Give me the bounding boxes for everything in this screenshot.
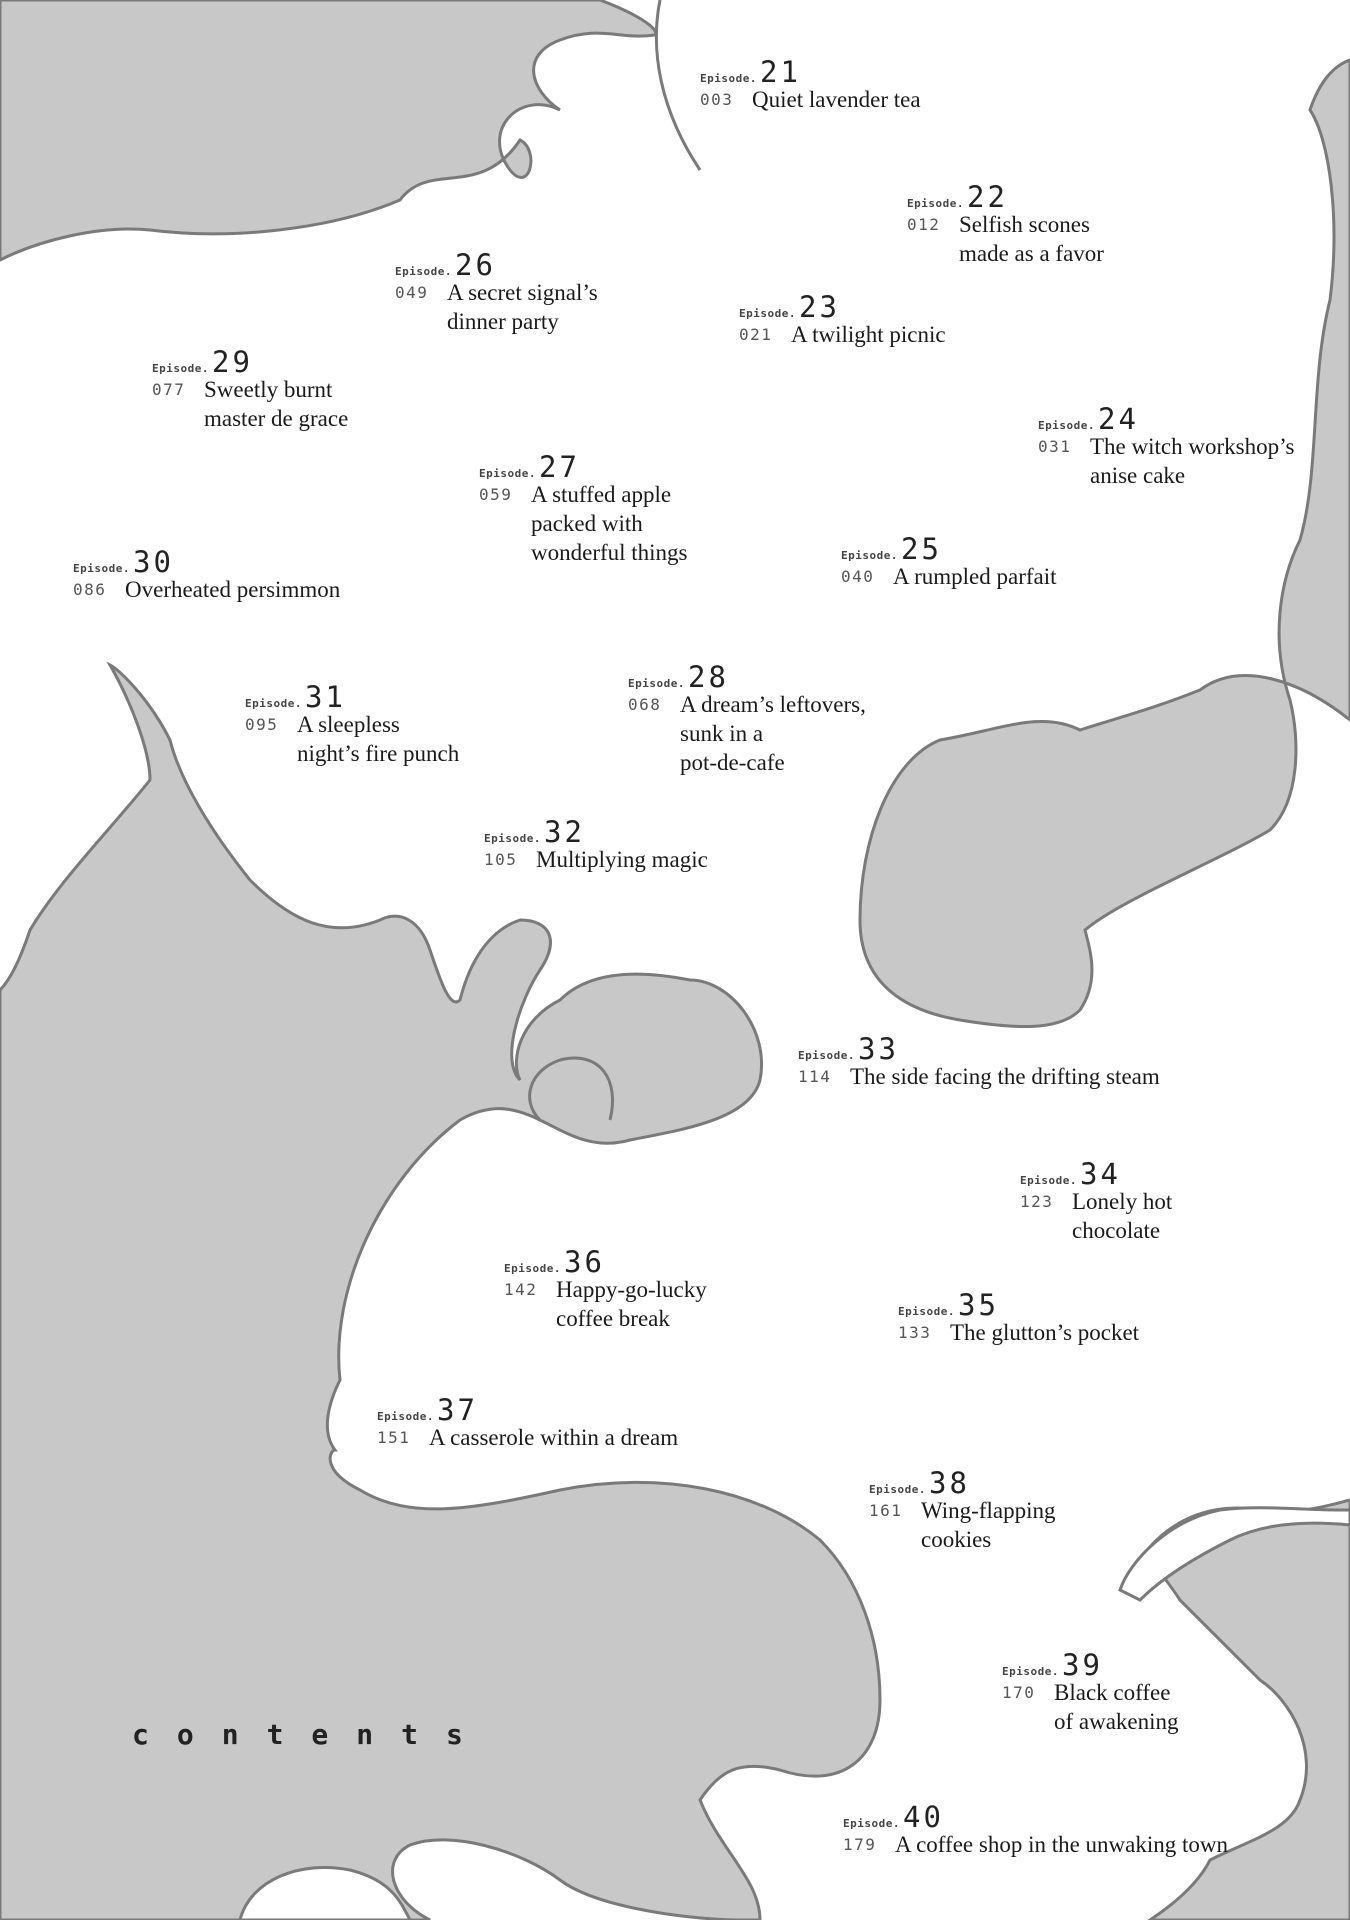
episode-word: Episode. [1038, 419, 1095, 432]
episode-entry-35[interactable] [898, 1288, 1139, 1347]
episode-word: Episode. [898, 1305, 955, 1318]
episode-number: 21 [759, 55, 801, 89]
episode-number: 28 [687, 660, 729, 694]
episode-page-number: 003 [700, 90, 734, 109]
episode-title: Multiplying magic [536, 847, 708, 872]
episode-word: Episode. [395, 265, 452, 278]
episode-entry-39[interactable] [1002, 1648, 1179, 1736]
episode-page-number: 114 [798, 1067, 832, 1086]
episode-page-number: 059 [479, 485, 513, 504]
episode-page-number: 161 [869, 1501, 903, 1520]
episode-word: Episode. [377, 1410, 434, 1423]
episode-word: Episode. [1020, 1174, 1077, 1187]
episode-number: 25 [900, 532, 942, 566]
episode-entry-36[interactable] [504, 1245, 707, 1333]
episode-entry-38[interactable] [869, 1466, 1056, 1554]
episode-number: 24 [1097, 402, 1139, 436]
episode-number: 35 [957, 1288, 999, 1322]
episode-page-number: 049 [395, 283, 429, 302]
episode-page-number: 142 [504, 1280, 538, 1299]
episode-page-number: 012 [907, 215, 941, 234]
episode-title: Happy-go-lucky coffee break [556, 1277, 707, 1331]
episode-word: Episode. [484, 832, 541, 845]
episode-entry-29[interactable] [152, 345, 348, 433]
episode-number: 36 [563, 1245, 605, 1279]
episode-word: Episode. [73, 562, 130, 575]
episode-page-number: 133 [898, 1323, 932, 1342]
episode-title: A rumpled parfait [893, 564, 1057, 589]
episode-entry-23[interactable] [739, 290, 946, 349]
episode-number: 27 [538, 450, 580, 484]
episode-page-number: 068 [628, 695, 662, 714]
episode-entry-27[interactable] [479, 450, 688, 567]
episode-entry-33[interactable] [798, 1032, 1160, 1091]
episode-title: A sleepless night’s fire punch [297, 712, 460, 766]
episode-word: Episode. [700, 72, 757, 85]
episode-number: 29 [211, 345, 253, 379]
top-left-cloud-shape [0, 0, 656, 260]
episode-word: Episode. [869, 1483, 926, 1496]
episode-title: A coffee shop in the unwaking town [895, 1832, 1229, 1857]
episode-page-number: 151 [377, 1428, 411, 1447]
episode-entry-34[interactable] [1020, 1157, 1172, 1245]
episode-title: The glutton’s pocket [950, 1320, 1140, 1345]
top-curl-line-shape [656, 0, 700, 170]
episode-page-number: 179 [843, 1835, 877, 1854]
episode-title: Quiet lavender tea [752, 87, 921, 112]
episode-page-number: 095 [245, 715, 279, 734]
episode-number: 39 [1061, 1648, 1103, 1682]
episode-number: 32 [543, 815, 585, 849]
episode-entry-30[interactable] [73, 545, 340, 604]
episode-title: A dream’s leftovers, sunk in a pot-de-cafe [680, 692, 866, 775]
episode-number: 37 [436, 1393, 478, 1427]
episode-entry-24[interactable] [1038, 402, 1294, 490]
episode-title: Overheated persimmon [125, 577, 341, 602]
episode-entry-37[interactable] [377, 1393, 678, 1452]
episode-word: Episode. [798, 1049, 855, 1062]
episode-word: Episode. [739, 307, 796, 320]
episode-number: 31 [304, 680, 346, 714]
episode-title: Selfish scones made as a favor [959, 212, 1104, 266]
episode-title: The side facing the drifting steam [850, 1064, 1160, 1089]
episode-page-number: 123 [1020, 1192, 1054, 1211]
episode-word: Episode. [152, 362, 209, 375]
episode-title: A twilight picnic [791, 322, 946, 347]
episode-page-number: 021 [739, 325, 773, 344]
episode-entry-28[interactable] [628, 660, 866, 777]
episode-word: Episode. [907, 197, 964, 210]
episode-page-number: 077 [152, 380, 186, 399]
episode-entry-31[interactable] [245, 680, 459, 768]
episode-entry-26[interactable] [395, 248, 598, 336]
episode-entry-22[interactable] [907, 180, 1104, 268]
episode-title: Wing-flapping cookies [921, 1498, 1056, 1552]
episode-word: Episode. [841, 549, 898, 562]
episode-word: Episode. [479, 467, 536, 480]
episode-entry-40[interactable] [843, 1800, 1228, 1859]
episode-page-number: 105 [484, 850, 518, 869]
episode-page-number: 040 [841, 567, 875, 586]
episode-number: 30 [132, 545, 174, 579]
contents-heading: contents [132, 1718, 491, 1751]
episode-title: The witch workshop’s anise cake [1090, 434, 1295, 488]
episode-word: Episode. [843, 1817, 900, 1830]
episode-number: 23 [798, 290, 840, 324]
episode-entry-21[interactable] [700, 55, 921, 114]
episode-number: 33 [857, 1032, 899, 1066]
episode-number: 38 [928, 1466, 970, 1500]
episode-word: Episode. [504, 1262, 561, 1275]
episode-title: Sweetly burnt master de grace [204, 377, 349, 431]
episode-entry-25[interactable] [841, 532, 1057, 591]
episode-entry-32[interactable] [484, 815, 708, 874]
episode-title: A stuffed apple packed with wonderful things [531, 482, 688, 565]
episode-number: 34 [1079, 1157, 1121, 1191]
episode-number: 26 [454, 248, 496, 282]
episode-title: Black coffee of awakening [1054, 1680, 1179, 1734]
episode-title: A casserole within a dream [429, 1425, 679, 1450]
episode-word: Episode. [1002, 1665, 1059, 1678]
episode-word: Episode. [245, 697, 302, 710]
episode-page-number: 170 [1002, 1683, 1036, 1702]
episode-title: Lonely hot chocolate [1072, 1189, 1173, 1243]
episode-title: A secret signal’s dinner party [447, 280, 598, 334]
episode-page-number: 086 [73, 580, 107, 599]
episode-number: 22 [966, 180, 1008, 214]
episode-page-number: 031 [1038, 437, 1072, 456]
episode-number: 40 [902, 1800, 944, 1834]
episode-word: Episode. [628, 677, 685, 690]
